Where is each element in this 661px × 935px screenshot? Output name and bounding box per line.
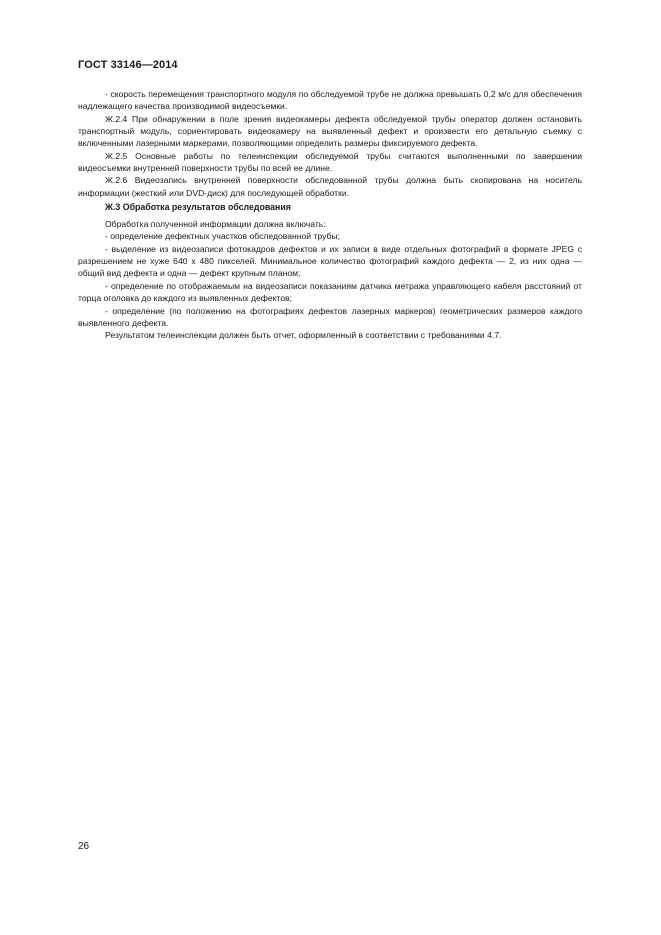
list-item-defect-sections: - определение дефектных участков обследованной трубы; — [105, 231, 340, 242]
list-item-distance: - определение по отображаемым на видеозаписи показаниям датчика метража управляющего кабеля расстояний от торца оголовка до каждого из выявленных дефектов; — [78, 280, 582, 304]
list-item-photo-frames: - выделение из видеозаписи фотокадров дефектов и их записи в виде отдельных фотографий в формате JPEG с разрешением не хуже 640 х 480 пикселей. Минимальное количество фотографий каждого дефекта — 2, из них одна — общий вид дефекта и одна — дефект крупным планом; — [78, 243, 582, 279]
page-number: 26 — [78, 841, 90, 852]
section-heading-zh-3: Ж.3 Обработка результатов обследования — [105, 202, 291, 213]
paragraph-processing-intro: Обработка полученной информации должна включать: — [105, 219, 326, 230]
paragraph-zh-2-6: Ж.2.6 Видеозапись внутренней поверхности обследованной трубы должна быть скопирована на носитель информации (жесткий или DVD-диск) для последующей обработки. — [78, 175, 582, 198]
list-item-dimensions: - определение (по положению на фотографиях дефектов лазерных маркеров) геометрических размеров каждого выявленного дефекта. — [78, 305, 582, 328]
document-code-header: ГОСТ 33146—2014 — [78, 59, 178, 71]
paragraph-zh-2-5: Ж.2.5 Основные работы по телеинспекции обследуемой трубы считаются выполненными по завершении видеосъемки внутренней поверхности трубы по всей ее длине. — [78, 150, 582, 174]
paragraph-zh-2-4: Ж.2.4 При обнаружении в поле зрения видеокамеры дефекта обследуемой трубы оператор должен остановить транспортный модуль, сориентировать видеокамеру на выявленный дефект и произвести его детальную съемку с включенными лазерными маркерами, позволяющими определить размеры фиксируемого дефекта. — [78, 113, 582, 149]
paragraph-result-report: Результатом телеинспекции должен быть отчет, оформленный в соответствии с требованиями 4.7. — [105, 330, 502, 341]
document-body — [78, 88, 582, 342]
paragraph-speed-limit: - скорость перемещения транспортного модуля по обследуемой трубе не должна превышать 0,2 м/с для обеспечения надлежащего качества производимой видеосъемки. — [78, 89, 582, 112]
